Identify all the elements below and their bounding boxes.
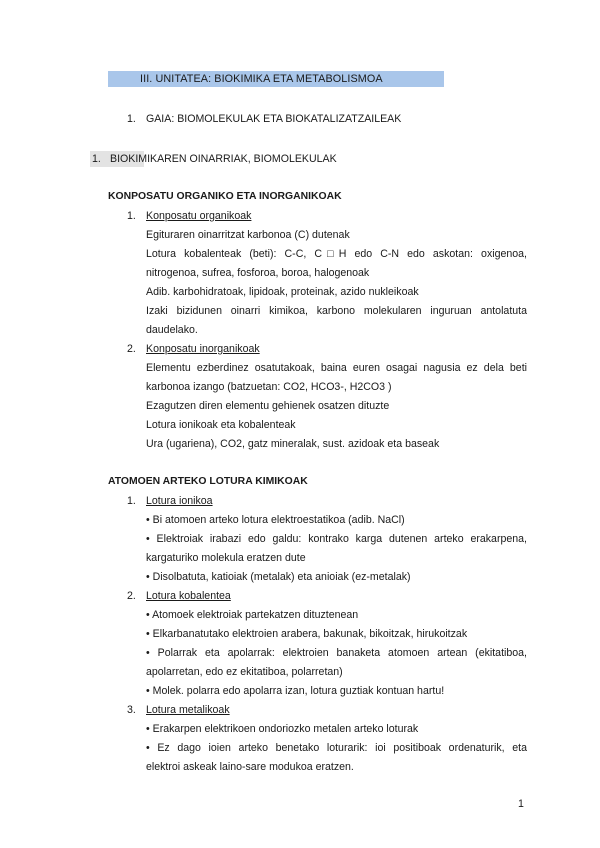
organikoak-title: Konposatu organikoak: [146, 210, 252, 222]
lotura-heading: ATOMOEN ARTEKO LOTURA KIMIKOAK: [108, 476, 308, 487]
section-title: BIOKIMIKAREN OINARRIAK, BIOMOLEKULAK: [110, 153, 337, 165]
metalikoak-number: 3.: [127, 704, 136, 716]
section-number: 1.: [92, 153, 101, 165]
bullet-line: • Molek. polarra edo apolarra izan, lotura guztiak kontuan hartu!: [146, 685, 445, 697]
bullet-line: • Bi atomoen arteko lotura elektroestatikoa (adib. NaCl): [146, 514, 405, 526]
text-line: Egituraren oinarritzat karbonoa (C) dutenak: [146, 229, 350, 241]
gaia-number: 1.: [127, 113, 136, 125]
text-line: Ezagutzen diren elementu gehienek osatzen dituzte: [146, 400, 390, 412]
text-line: karbonoa izango (batzuetan: CO2, HCO3-, H2CO3 ): [146, 381, 392, 393]
kobalentea-number: 2.: [127, 590, 136, 602]
bullet-line: • Atomoek elektroiak partekatzen dituztenean: [146, 609, 359, 621]
bullet-line: • Elkarbanatutako elektroien arabera, bakunak, bikoitzak, hirukoitzak: [146, 628, 468, 640]
text-line: daudelako.: [146, 324, 198, 336]
metalikoak-title: Lotura metalikoak: [146, 704, 230, 716]
text-line: apolarretan, edo ez ekitatiboa, polarretan): [146, 666, 343, 678]
gaia-title: GAIA: BIOMOLEKULAK ETA BIOKATALIZATZAILEAK: [146, 113, 402, 125]
bullet-line: • Ez dago ioien arteko benetako loturarik: ioi positiboak ordenaturik, eta: [146, 742, 527, 754]
text-line: nitrogenoa, sufrea, fosforoa, boroa, halogenoak: [146, 267, 370, 279]
page-title: III. UNITATEA: BIOKIMIKA ETA METABOLISMOA: [140, 73, 383, 85]
text-line: Adib. karbohidratoak, lipidoak, proteinak, azido nukleikoak: [146, 286, 419, 298]
ionikoa-number: 1.: [127, 495, 136, 507]
text-line: Lotura kobalenteak (beti): C-C, C□H edo C-N edo askotan: oxigenoa,: [146, 248, 527, 260]
text-line: kargaturiko molekula eratzen dute: [146, 552, 306, 564]
konposatu-heading: KONPOSATU ORGANIKO ETA INORGANIKOAK: [108, 191, 342, 202]
text-line: Elementu ezberdinez osatutakoak, baina euren osagai nagusia ez dela beti: [146, 362, 527, 374]
bullet-line: • Elektroiak irabazi edo galdu: kontrako karga dutenen arteko erakarpena,: [146, 533, 527, 545]
inorganikoak-title: Konposatu inorganikoak: [146, 343, 260, 355]
page-number: 1: [518, 798, 524, 810]
text-line: elektroi askeak laino-sare modukoa eratzen.: [146, 761, 354, 773]
inorganikoak-number: 2.: [127, 343, 136, 355]
bullet-line: • Disolbatuta, katioiak (metalak) eta anioiak (ez-metalak): [146, 571, 411, 583]
text-line: Ura (ugariena), CO2, gatz mineralak, sust. azidoak eta baseak: [146, 438, 440, 450]
bullet-line: • Erakarpen elektrikoen ondoriozko metalen arteko loturak: [146, 723, 419, 735]
kobalentea-title: Lotura kobalentea: [146, 590, 231, 602]
text-line: Lotura ionikoak eta kobalenteak: [146, 419, 296, 431]
text-line: Izaki bizidunen oinarri kimikoa, karbono molekularen inguruan antolatuta: [146, 305, 527, 317]
bullet-line: • Polarrak eta apolarrak: elektroien banaketa atomoen artean (ekitatiboa,: [146, 647, 527, 659]
ionikoa-title: Lotura ionikoa: [146, 495, 213, 507]
organikoak-number: 1.: [127, 210, 136, 222]
